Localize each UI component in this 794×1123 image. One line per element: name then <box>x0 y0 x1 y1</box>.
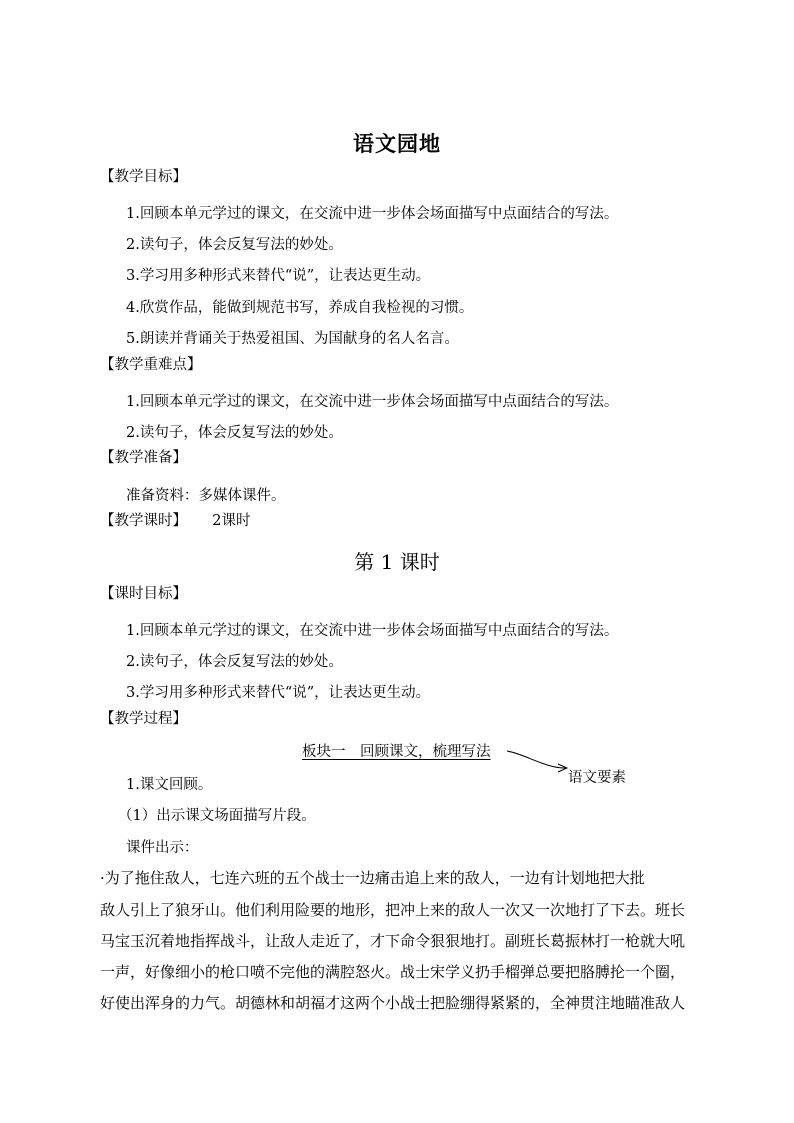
prep-heading: 【教学准备】 <box>100 450 187 466</box>
block-label: 板块一 回顾课文，梳理写法 <box>302 744 491 760</box>
key-point-item: 1.回顾本单元学过的课文，在交流中进一步体会场面描写中点面结合的写法。 <box>126 394 619 410</box>
key-point-item: 2.读句子，体会反复写法的妙处。 <box>126 425 343 441</box>
document-title: 语文园地 <box>353 131 441 156</box>
goal-item: 3.学习用多种形式来替代“说”，让表达更生动。 <box>126 268 431 284</box>
lesson-goal-item: 3.学习用多种形式来替代“说”，让表达更生动。 <box>126 685 431 701</box>
block-tag: 语文要素 <box>568 770 626 786</box>
hours-value: 2课时 <box>212 513 251 529</box>
goal-item: 5.朗读并背诵关于热爱祖国、为国献身的名人名言。 <box>126 331 459 347</box>
passage-line: 一声，好像细小的枪口喷不完他的满腔怒火。战士宋学义扔手榴弹总要把胳膊抡一个圈， <box>100 963 686 981</box>
lesson-title: 第 1 课时 <box>354 550 440 574</box>
goals-heading: 【教学目标】 <box>100 169 187 185</box>
step-label: 1.课文回顾。 <box>126 777 213 793</box>
passage-line: 好使出浑身的力气。胡德林和胡福才这两个小战士把脸绷得紧紧的，全神贯注地瞄准敌人 <box>100 994 686 1012</box>
prep-text: 准备资料：多媒体课件。 <box>126 488 286 504</box>
courseware-label: 课件出示： <box>126 840 199 856</box>
goal-item: 4.欣赏作品，能做到规范书写，养成自我检视的习惯。 <box>126 300 474 316</box>
process-heading: 【教学过程】 <box>100 711 187 727</box>
hours-heading: 【教学课时】 <box>100 513 187 529</box>
goal-item: 1.回顾本单元学过的课文，在交流中进一步体会场面描写中点面结合的写法。 <box>126 206 619 222</box>
passage-line: 马宝玉沉着地指挥战斗，让敌人走近了，才下命令狠狠地打。副班长葛振林打一枪就大吼 <box>100 932 686 950</box>
hours-row <box>100 509 250 530</box>
lesson-goals-heading: 【课时目标】 <box>100 586 187 602</box>
passage-line: 敌人引上了狼牙山。他们利用险要的地形，把冲上来的敌人一次又一次地打了下去。班长 <box>100 901 686 919</box>
lesson-goal-item: 1.回顾本单元学过的课文，在交流中进一步体会场面描写中点面结合的写法。 <box>126 623 619 639</box>
passage-line: ·为了拖住敌人，七连六班的五个战士一边痛击追上来的敌人，一边有计划地把大批 <box>100 869 645 887</box>
key-points-heading: 【教学重难点】 <box>100 357 202 373</box>
lesson-goal-item: 2.读句子，体会反复写法的妙处。 <box>126 654 343 670</box>
arrow-icon <box>505 748 575 778</box>
step-sub-label: （1）出示课文场面描写片段。 <box>118 808 316 824</box>
goal-item: 2.读句子，体会反复写法的妙处。 <box>126 237 343 253</box>
